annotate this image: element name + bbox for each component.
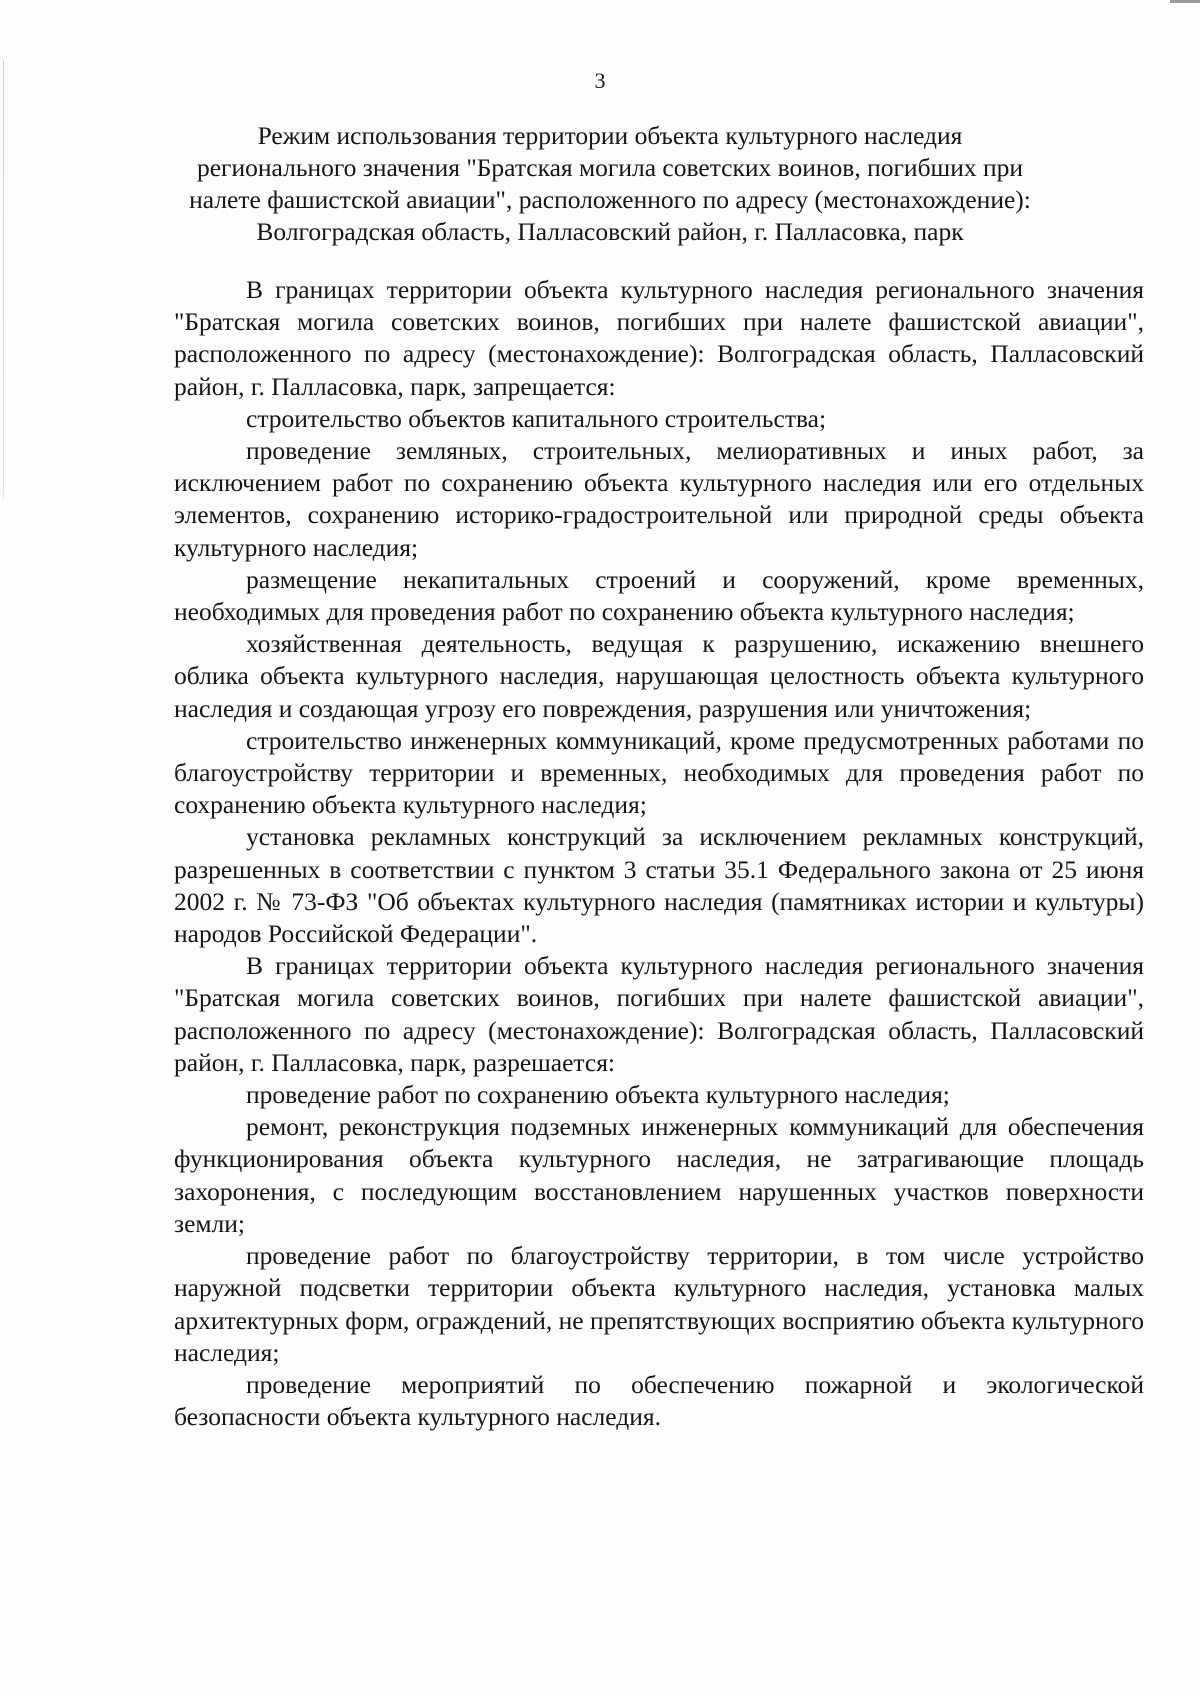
scan-corner-mark	[1170, 0, 1200, 3]
list-item-permitted: проведение работ по благоустройству территории, в том числе устройство наружной подсветки территории объекта культурного наследия, установка малых архитектурных форм, ограждений, не препятствующих восприятию объекта культурного наследия;	[174, 1241, 1144, 1367]
paragraph-prohibited-intro: В границах территории объекта культурного наследия регионального значения "Братская могила советских воинов, погибших при налете фашистской авиации", расположенного по адресу (местонахождение): Волгоградская область, Палласовский район, г. Палласовка, парк, запрещается:	[174, 275, 1144, 401]
list-item-permitted: проведение мероприятий по обеспечению пожарной и экологической безопасности объекта культурного наследия.	[174, 1369, 1144, 1432]
list-item-prohibited: размещение некапитальных строений и сооружений, кроме временных, необходимых для проведения работ по сохранению объекта культурного наследия;	[174, 564, 1144, 627]
scan-edge-line	[3, 60, 4, 500]
list-item-permitted: ремонт, реконструкция подземных инженерных коммуникаций для обеспечения функционирования объекта культурного наследия, не затрагивающие площадь захоронения, с последующим восстановлением нарушенных участков поверхности земли;	[174, 1112, 1144, 1238]
title-line: Режим использования территории объекта культурного наследия	[257, 121, 963, 150]
document-title	[160, 120, 1060, 248]
list-item-prohibited: хозяйственная деятельность, ведущая к разрушению, искажению внешнего облика объекта культурного наследия, нарушающая целостность объекта культурного наследия и создающая угрозу его повреждения, разрушения или уничтожения;	[174, 629, 1144, 723]
list-item-permitted: проведение работ по сохранению объекта культурного наследия;	[246, 1080, 950, 1110]
list-item-prohibited: строительство инженерных коммуникаций, кроме предусмотренных работами по благоустройству территории и временных, необходимых для проведения работ по сохранению объекта культурного наследия;	[174, 725, 1144, 820]
page-number: 3	[594, 68, 606, 93]
list-item-prohibited: установка рекламных конструкций за исключением рекламных конструкций, разрешенных в соответствии с пунктом 3 статьи 35.1 Федерального закона от 25 июня 2002 г. № 73-ФЗ "Об объектах культурного наследия (памятниках истории и культуры) народов Российской Федерации".	[174, 822, 1144, 949]
paragraph-permitted-intro: В границах территории объекта культурного наследия регионального значения "Братская могила советских воинов, погибших при налете фашистской авиации", расположенного по адресу (местонахождение): Волгоградская область, Палласовский район, г. Палласовка, парк, разрешается:	[174, 951, 1144, 1077]
title-line: регионального значения "Братская могила советских воинов, погибших при	[196, 153, 1024, 182]
list-item-prohibited: строительство объектов капитального строительства;	[246, 403, 827, 433]
document-body	[174, 274, 1144, 1433]
title-line: Волгоградская область, Палласовский район, г. Палласовка, парк	[256, 217, 964, 246]
title-line: налете фашистской авиации", расположенного по адресу (местонахождение):	[189, 185, 1031, 214]
list-item-prohibited: проведение земляных, строительных, мелиоративных и иных работ, за исключением работ по сохранению объекта культурного наследия или его отдельных элементов, сохранению историко-градостроительной или природной среды объекта культурного наследия;	[174, 436, 1144, 562]
